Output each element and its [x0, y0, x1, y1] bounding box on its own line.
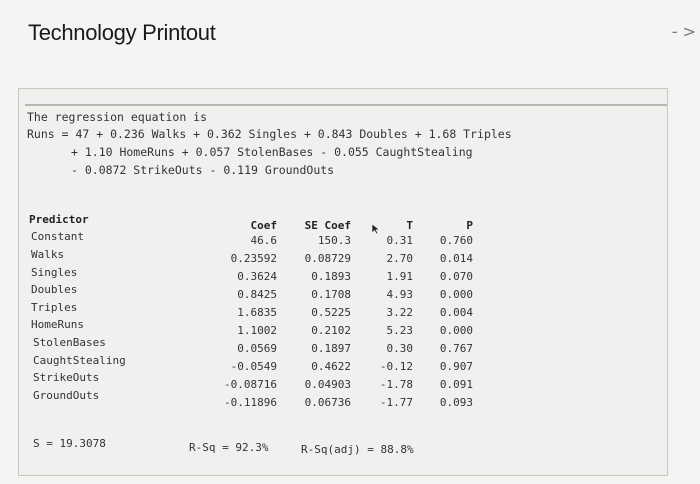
- cell-se-coef: 0.04903: [304, 378, 351, 391]
- page-title: Technology Printout: [28, 20, 216, 45]
- cell-coef: 0.0569: [237, 342, 277, 355]
- cell-predictor: StolenBases: [33, 336, 106, 349]
- cell-se-coef: 0.4622: [311, 360, 351, 373]
- cell-coef: 0.3624: [237, 270, 277, 283]
- cell-se-coef: 0.2102: [311, 324, 351, 337]
- cell-t: 3.22: [386, 306, 413, 319]
- cell-t: -1.77: [379, 396, 413, 409]
- cell-predictor: Triples: [31, 301, 78, 314]
- header-t: T: [406, 219, 413, 232]
- cell-se-coef: 150.3: [317, 234, 351, 247]
- divider: [25, 104, 667, 106]
- technology-printout: [18, 88, 668, 476]
- summary-s: S = 19.3078: [33, 437, 106, 450]
- cell-t: -1.78: [379, 378, 413, 391]
- cell-t: 5.23: [386, 324, 413, 337]
- cell-t: 0.30: [386, 342, 413, 355]
- cell-p: 0.070: [439, 270, 473, 283]
- cell-t: 2.70: [386, 252, 413, 265]
- cell-coef: 0.8425: [237, 288, 277, 301]
- header-p: P: [466, 219, 473, 232]
- cell-p: 0.767: [439, 342, 473, 355]
- cell-p: 0.004: [439, 306, 473, 319]
- cell-se-coef: 0.1893: [311, 270, 351, 283]
- equation-line-3: - 0.0872 StrikeOuts - 0.119 GroundOuts: [71, 163, 335, 177]
- cell-se-coef: 0.1897: [311, 342, 351, 355]
- equation-line-1: Runs = 47 + 0.236 Walks + 0.362 Singles + 0.843 Doubles + 1.68 Triples: [27, 127, 512, 141]
- summary-r-sq-adj: R-Sq(adj) = 88.8%: [301, 443, 414, 456]
- cell-predictor: Walks: [31, 248, 65, 261]
- cell-p: 0.000: [439, 324, 473, 337]
- cell-se-coef: 0.08729: [304, 252, 351, 265]
- cell-predictor: Doubles: [31, 283, 78, 296]
- equation-line-2: + 1.10 HomeRuns + 0.057 StolenBases - 0.055 CaughtStealing: [71, 145, 473, 159]
- cell-predictor: Singles: [31, 266, 78, 279]
- cell-predictor: HomeRuns: [31, 318, 84, 331]
- cell-se-coef: 0.5225: [311, 306, 351, 319]
- cell-predictor: CaughtStealing: [33, 354, 126, 367]
- cell-coef: -0.11896: [224, 396, 277, 409]
- cell-p: 0.091: [439, 378, 473, 391]
- cell-se-coef: 0.1708: [311, 288, 351, 301]
- cell-t: 4.93: [386, 288, 413, 301]
- cell-t: -0.12: [379, 360, 413, 373]
- summary-r-sq: R-Sq = 92.3%: [189, 441, 269, 454]
- header-se-coef: SE Coef: [304, 219, 351, 232]
- equation-intro: The regression equation is: [27, 110, 208, 124]
- cell-p: 0.760: [439, 234, 473, 247]
- cell-predictor: StrikeOuts: [33, 371, 100, 384]
- cell-coef: 0.23592: [230, 252, 277, 265]
- cell-p: 0.014: [439, 252, 473, 265]
- cell-coef: 1.1002: [237, 324, 277, 337]
- cell-coef: -0.0549: [230, 360, 277, 373]
- cell-t: 0.31: [386, 234, 413, 247]
- mouse-cursor-icon: [371, 223, 381, 235]
- cell-t: 1.91: [386, 270, 413, 283]
- corner-mark: - >: [671, 22, 696, 41]
- cell-se-coef: 0.06736: [304, 396, 351, 409]
- cell-coef: -0.08716: [224, 378, 277, 391]
- cell-coef: 46.6: [250, 234, 277, 247]
- cell-predictor: GroundOuts: [33, 389, 100, 402]
- cell-p: 0.907: [439, 360, 473, 373]
- header-coef: Coef: [250, 219, 277, 232]
- cell-coef: 1.6835: [237, 306, 277, 319]
- cell-p: 0.093: [439, 396, 473, 409]
- header-predictor: Predictor: [29, 213, 89, 226]
- cell-predictor: Constant: [31, 230, 84, 243]
- cell-p: 0.000: [439, 288, 473, 301]
